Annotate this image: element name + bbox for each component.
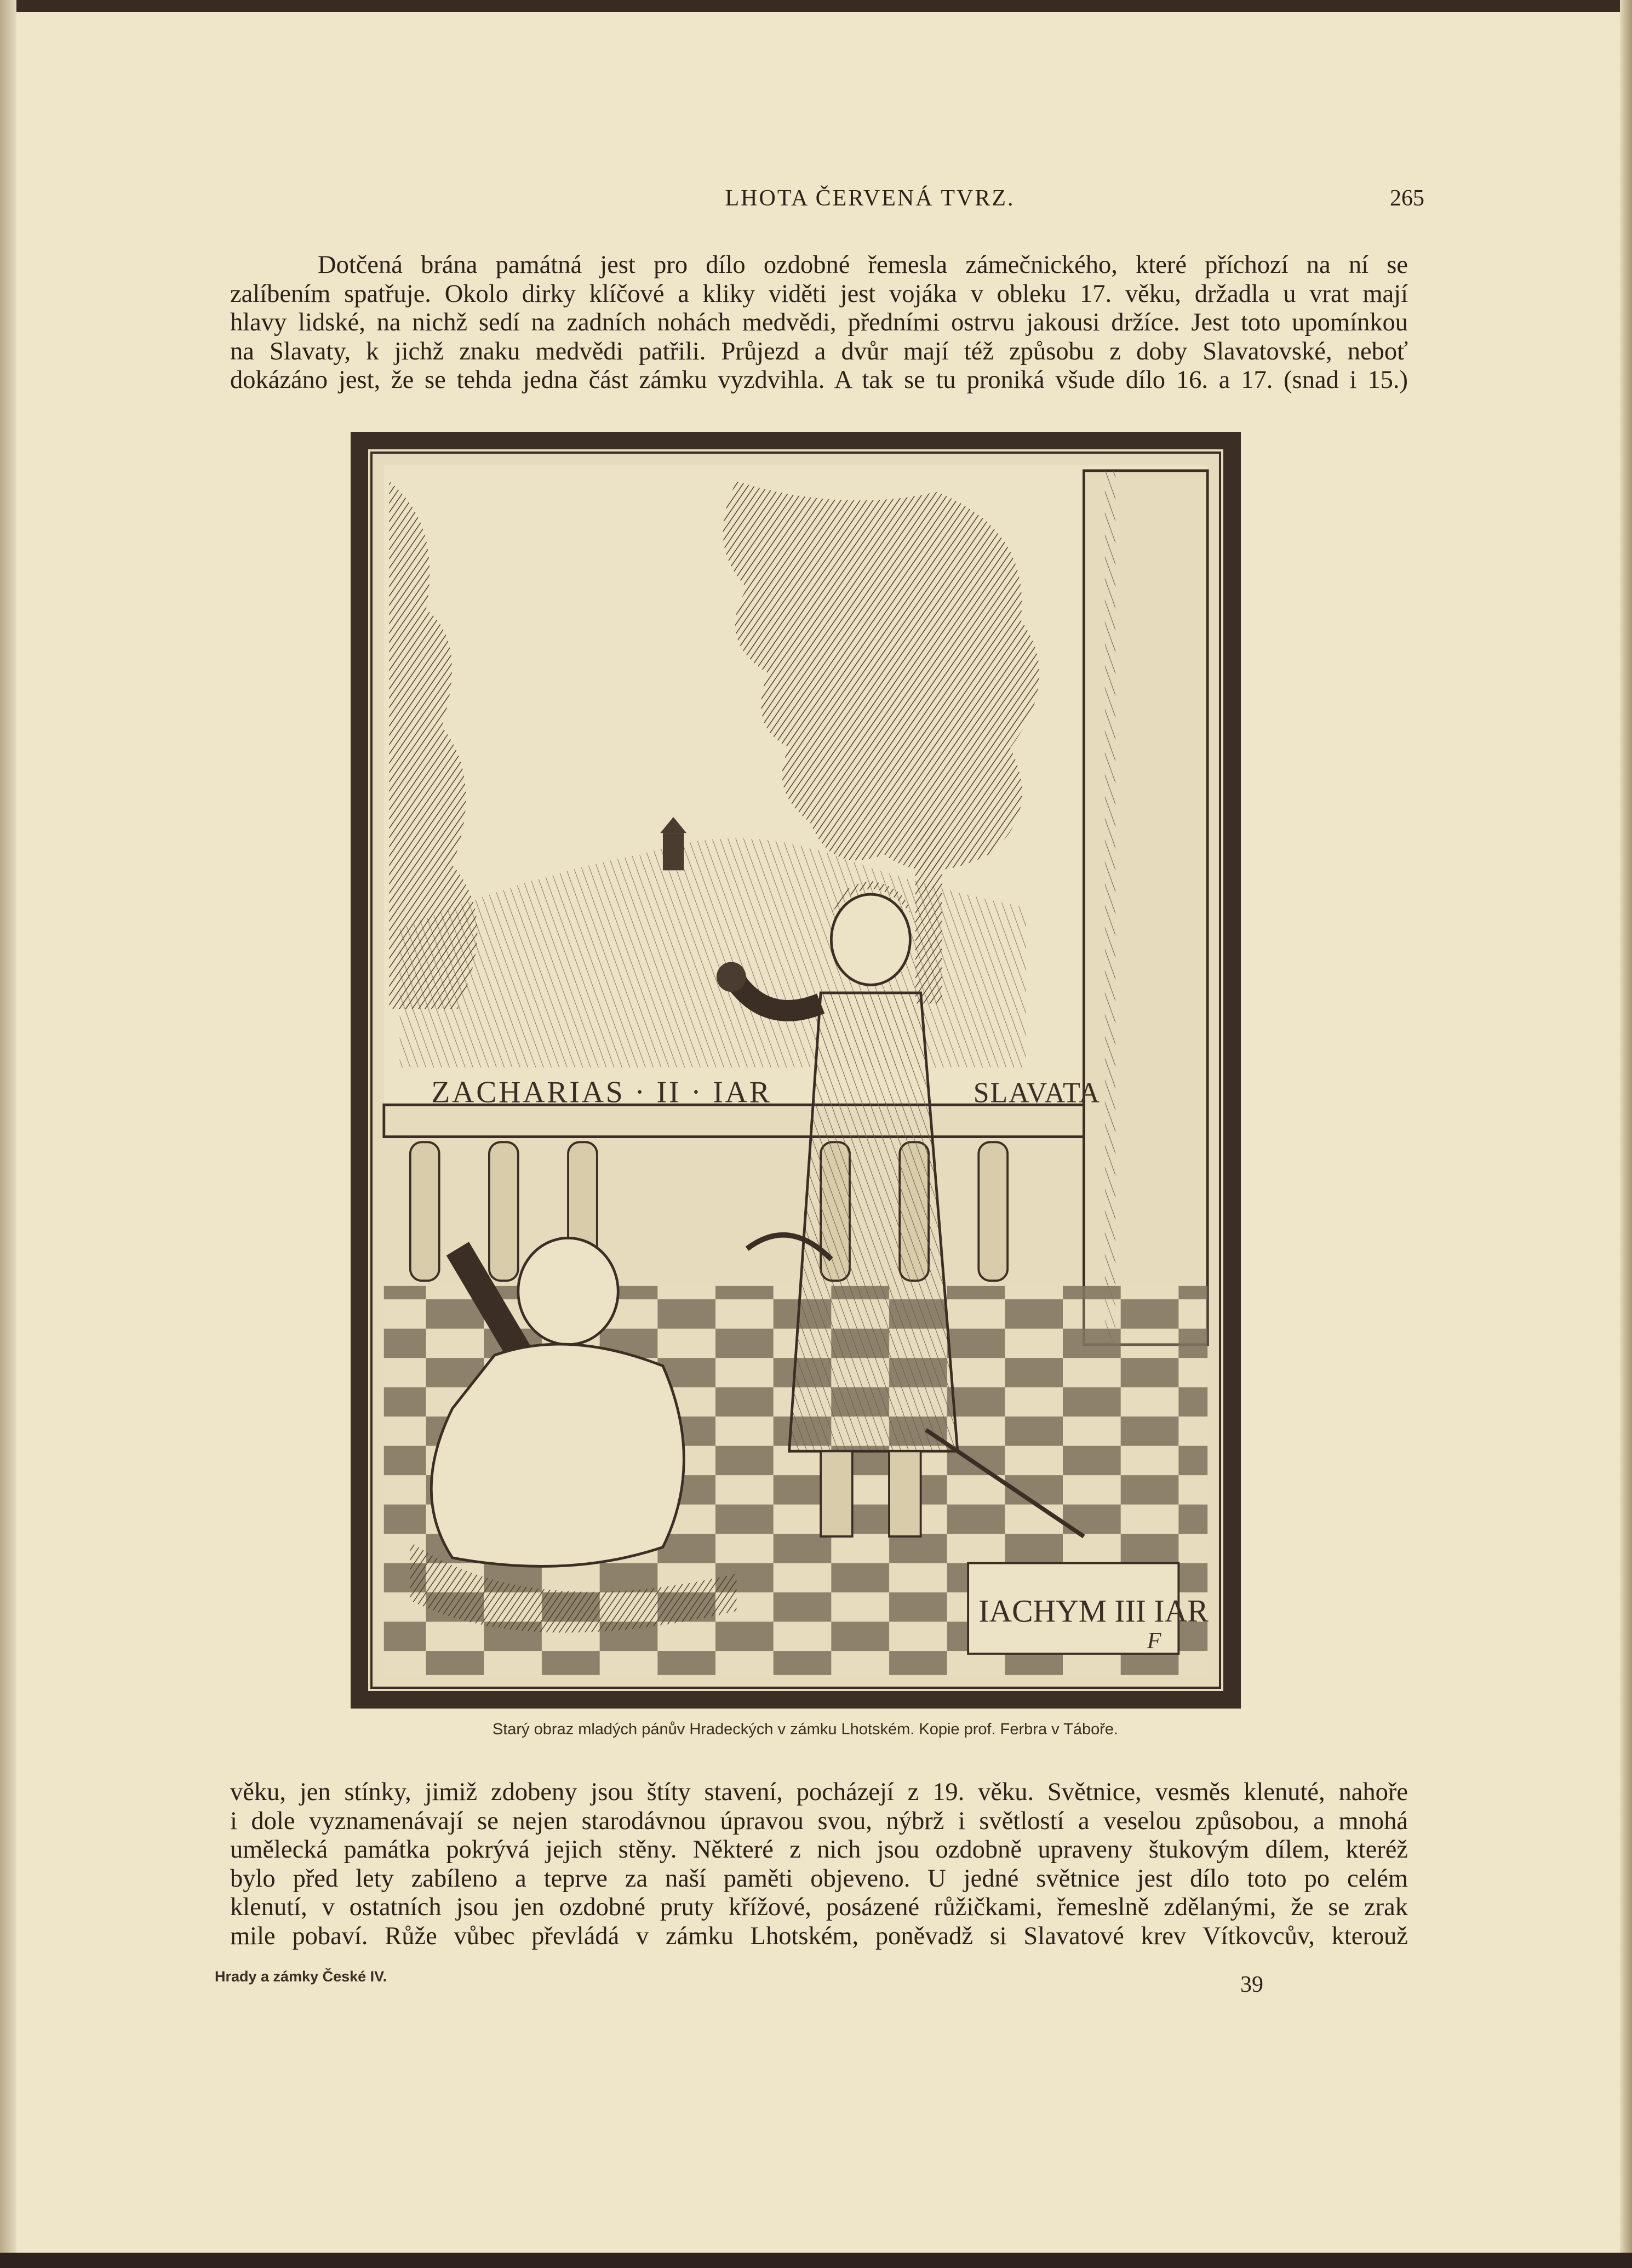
page-right-edge (1620, 0, 1632, 2268)
paragraph-line: Dotčená brána památná jest pro dílo ozdobné řemesla zámečnického, které příchozí na ní se (318, 251, 1408, 279)
running-head-title: LHOTA ČERVENÁ TVRZ. (725, 186, 1015, 211)
tree-trunk (915, 822, 942, 1004)
inscription-bottom: IACHYM III IAR (978, 1593, 1209, 1629)
scan-top-edge (0, 0, 1632, 12)
stone-pillar (1084, 471, 1207, 1345)
figure-caption: Starý obraz mladých pánův Hradeckých v zámku Lhotském. Kopie prof. Ferbra v Táboře. (492, 1721, 1119, 1738)
sheet-number: 39 (1240, 1972, 1263, 1997)
paragraph-line: hlavy lidské, na nichž sedí na zadních nohách medvědi, předními ostrvu jakousi držíce. Jest toto upomínkou (230, 309, 1408, 336)
printer-signature: Hrady a zámky České IV. (215, 1968, 387, 1985)
paragraph-line: věku, jen stínky, jimiž zdobeny jsou štíty stavení, pocházejí z 19. věku. Světnice, vesměs klenuté, nahoře (230, 1778, 1408, 1806)
artist-mark: F (1147, 1627, 1161, 1654)
engraving-illustration (368, 449, 1223, 1691)
paragraph-line: dokázáno jest, že se tehda jedna část zámku vyzdvihla. A tak se tu proniká všude dílo 16. a 17. (snad i 15.) (230, 366, 1408, 394)
castle-tower-icon (663, 833, 684, 870)
paragraph-line: na Slavaty, k jichž znaku medvědi patřili. Průjezd a dvůr mají též způsobu z doby Slavatovské, neboť (230, 337, 1408, 365)
top-paragraph (230, 251, 1408, 395)
paragraph-line: zalíbením spatřuje. Okolo dirky klíčové a kliky viděti jest vojáka v obleku 17. věku, držadla u vrat mají (230, 279, 1408, 308)
engraving-plate (351, 432, 1241, 1709)
paragraph-line: klenutí, v ostatních jsou jen ozdobné pruty křížové, posázené růžičkami, řemeslně zdělanými, že se zrak (230, 1893, 1408, 1921)
paragraph-line: i dole vyznamenávají se nejen starodávnou úpravou svou, nýbrž i světlostí a veselou způsobou, a mnohá (230, 1807, 1408, 1835)
paragraph-line: bylo před lety zabíleno a teprve za naší paměti objeveno. U jedné světnice jest dílo toto po celém (230, 1864, 1408, 1893)
scan-bottom-edge (0, 2253, 1632, 2268)
paragraph-line: umělecká památka pokrývá jejich stěny. Některé z nich jsou ozdobně upraveny štukovým dílem, kteréž (230, 1836, 1408, 1864)
bottom-paragraph (230, 1778, 1408, 1951)
book-spine-edge (0, 0, 16, 2268)
balustrade-rail (384, 1105, 1084, 1136)
page-number: 265 (1390, 186, 1424, 211)
inscription-left: ZACHARIAS · II · IAR (431, 1075, 772, 1110)
inscription-right: SLAVATA (973, 1077, 1101, 1109)
paragraph-line: mile pobaví. Růže vůbec převládá v zámku Lhotském, poněvadž si Slavatové krev Vítkovcův, kterouž (230, 1922, 1408, 1950)
